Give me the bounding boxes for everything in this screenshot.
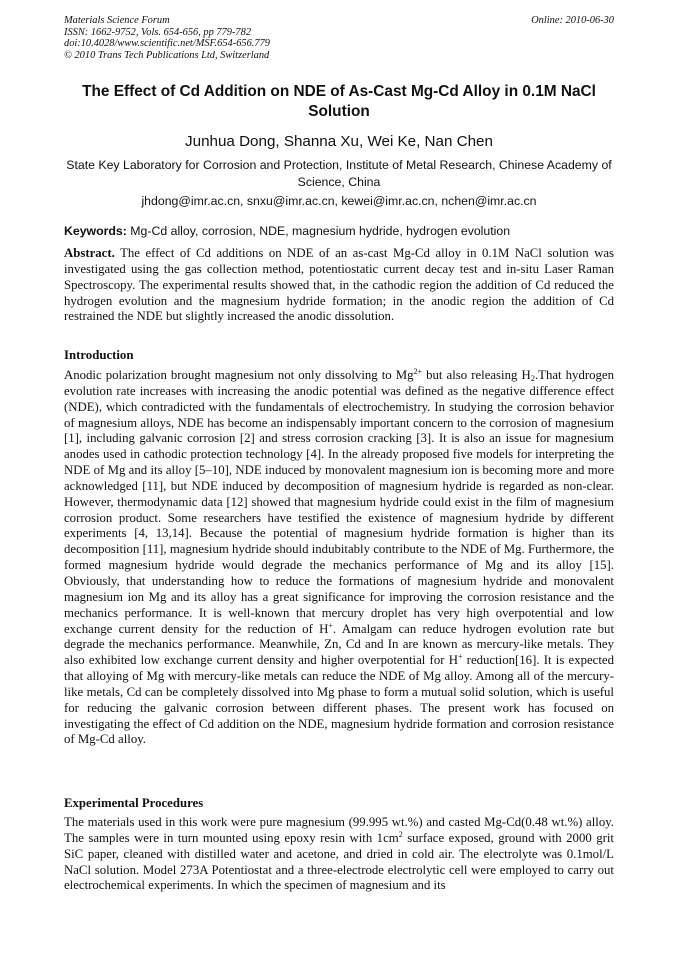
issn-line: ISSN: 1662-9752, Vols. 654-656, pp 779-782 [64, 26, 252, 38]
keywords-line [64, 223, 616, 239]
exp-text-1: The materials used in this work were pure magnesium (99.995 wt.%) and casted Mg-Cd(0.48 wt.%) alloy. The samples were in turn mounted using epoxy resin with 1cm [64, 815, 614, 845]
intro-text-4: . Amalgam can reduce hydrogen evolution rate but degrade the mechanics performance. Meanwhile, Zn, Cd and In are known as mercury-like metals. They also exhibited low exchange current density and higher overpotential for H [64, 621, 614, 668]
introduction-paragraph [64, 368, 614, 748]
doi-line: doi:10.4028/www.scientific.net/MSF.654-656.779 [64, 38, 270, 50]
intro-text-1: Anodic polarization brought magnesium not only dissolving to Mg [64, 368, 414, 382]
keywords-text: Mg-Cd alloy, corrosion, NDE, magnesium hydride, hydrogen evolution [130, 224, 511, 238]
intro-text-2: but also releasing H [422, 368, 531, 382]
introduction-heading: Introduction [64, 348, 134, 362]
h-ion-charge: + [328, 620, 333, 630]
affiliation: State Key Laboratory for Corrosion and Protection, Institute of Metal Research, Chinese Academy of Science, China [66, 158, 612, 189]
h-ion-charge: + [457, 652, 463, 662]
keywords-label: Keywords: [64, 224, 127, 238]
copyright-line: © 2010 Trans Tech Publications Ltd, Switzerland [64, 49, 270, 61]
journal-metadata [64, 15, 270, 61]
author-list: Junhua Dong, Shanna Xu, Wei Ke, Nan Chen [185, 133, 493, 150]
journal-name: Materials Science Forum [64, 15, 170, 26]
abstract-label: Abstract. [64, 246, 115, 260]
abstract-text: The effect of Cd additions on NDE of an as-cast Mg-Cd alloy in 0.1M NaCl solution was investigated using the gas collection method, potentiostatic current decay test and in-situ Laser Raman Spectroscopy. The experimental results showed that, in the cathodic region the addition of Cd reduced the hydrogen evolution and the magnesium hydride formation; in the anodic region the addition of Cd restrained the NDE but slightly increased the anodic dissolution. [64, 246, 614, 324]
mg-ion-charge: 2+ [413, 367, 423, 376]
experimental-paragraph [64, 815, 614, 894]
intro-text-5: reduction[16]. It is expected that alloying of Mg with mercury-like metals can reduce the NDE of Mg alloy. Among all of the mercury-like metals, Cd can be completely dissolved into Mg phase to form a mutual solid solution, which is useful for reducing the galvanic corrosion between different phases. The present work has focused on investigating the effect of Cd addition on the NDE, magnesium hydride formation and corrosion resistance of Mg-Cd alloy. [64, 653, 614, 747]
abstract-paragraph [64, 246, 614, 325]
online-date: Online: 2010-06-30 [531, 15, 614, 26]
h2-subscript: 2 [530, 373, 535, 383]
cm2-exponent: 2 [398, 829, 403, 839]
intro-text-3: .That hydrogen evolution rate increases with increasing the anodic potential was defined as the negative difference effect (NDE), which contradicted with the fundamentals of electrochemistry. In studying the corrosion behavior of magnesium alloys, NDE has become an indispensably important concern to the corrosion of magnesium [1], including galvanic corrosion [2] and stress corrosion cracking [3]. It is also an issue for magnesium anodes used in cathodic protection technology [4]. In the already proposed five models for interpreting the NDE of Mg and its alloy [5–10], NDE induced by monovalent magnesium ion is becoming more and more acknowledged [11], but NDE induced by decomposition of magnesium hydride is regarded as non-clear. However, thermodynamic data [12] showed that magnesium hydride could exist in the film of magnesium corrosion product. Some researchers have testified the existence of magnesium hydride by different experiments [4, 13,14]. Because the potential of magnesium hydride formation is higher than its decomposition [11], magnesium hydride should indubitably contribute to the NDE of Mg. Furthermore, the formed magnesium hydride would degrade the mechanics performance of Mg and its alloy [15]. Obviously, that understanding how to reduce the formations of magnesium hydride and monovalent magnesium ion Mg and its alloy has a great significance for improving the corrosion resistance and the mechanics performance. It is well-known that mercury droplet has very high overpotential and low exchange current density for the reduction of H [64, 368, 614, 636]
author-emails: jhdong@imr.ac.cn, snxu@imr.ac.cn, kewei@imr.ac.cn, nchen@imr.ac.cn [141, 194, 537, 208]
paper-title: The Effect of Cd Addition on NDE of As-Cast Mg-Cd Alloy in 0.1M NaCl Solution [82, 83, 596, 120]
experimental-heading: Experimental Procedures [64, 796, 204, 810]
exp-text-2: surface exposed, ground with 2000 grit SiC paper, cleaned with distilled water and acetone, and dried in cold air. The electrolyte was 0.1mol/L NaCl solution. Model 273A Potentiostat and a three-electrode electrolytic cell were employed to carry out electrochemical experiments. In which the specimen of magnesium and its [64, 830, 614, 893]
